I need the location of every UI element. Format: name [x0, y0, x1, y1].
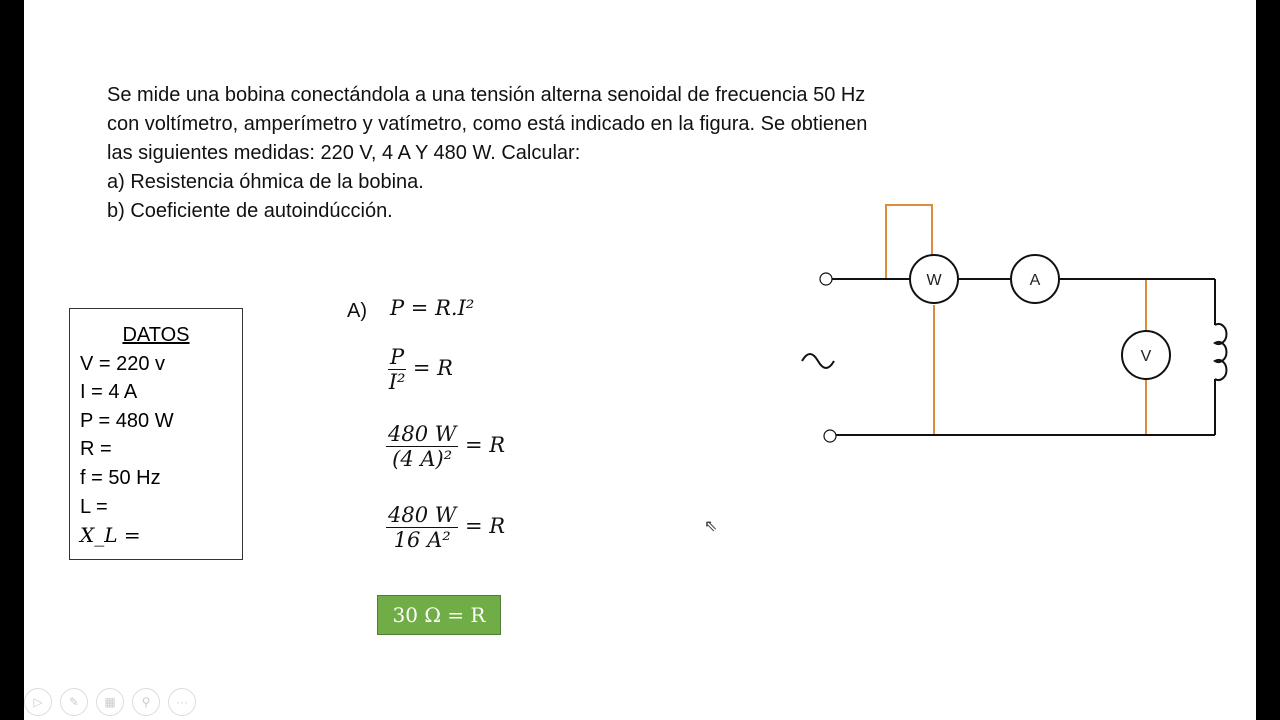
slide [24, 0, 1256, 720]
part-label: A) [347, 300, 367, 322]
ammeter-label: A [1029, 272, 1041, 289]
inductor-coil [1215, 324, 1226, 380]
more-icon[interactable]: ··· [168, 688, 196, 716]
problem-question-a: a) Resistencia óhmica de la bobina. [107, 171, 424, 193]
play-icon[interactable]: ▷ [24, 688, 52, 716]
mouse-cursor-icon: ⇖ [704, 518, 718, 535]
rhs: = R [465, 514, 506, 538]
slideshow-toolbar [24, 688, 196, 716]
problem-line: con voltímetro, amperímetro y vatímetro, como está indicado en la figura. Se obtienen [107, 113, 868, 135]
ac-source-icon [802, 354, 834, 368]
data-item: L = [80, 495, 108, 518]
circuit-diagram [790, 195, 1240, 450]
result-box: 30 Ω = R [377, 595, 501, 635]
rhs: = R [465, 433, 506, 457]
data-item: P = 480 W [80, 409, 174, 432]
denominator: 16 A² [393, 528, 451, 552]
pen-icon[interactable]: ✎ [60, 688, 88, 716]
problem-question-b: b) Coeficiente de autoindúcción. [107, 200, 393, 222]
zoom-icon[interactable]: ⚲ [132, 688, 160, 716]
voltmeter-label: V [1140, 348, 1152, 365]
problem-line: las siguientes medidas: 220 V, 4 A Y 480 W. Calcular: [107, 142, 581, 164]
equation-3 [386, 422, 505, 471]
numerator: 480 W [388, 503, 457, 527]
data-item: I = 4 A [80, 381, 138, 404]
wattmeter-label: W [926, 272, 942, 289]
data-box [69, 308, 243, 560]
terminal-top [820, 273, 832, 285]
denominator: (4 A)² [392, 447, 453, 471]
slides-icon[interactable]: ▦ [96, 688, 124, 716]
equation-2 [388, 345, 453, 394]
rhs: = R [412, 356, 453, 380]
terminal-bottom [824, 430, 836, 442]
data-box-title: DATOS [122, 324, 190, 346]
equation-4 [386, 503, 505, 552]
denominator: I² [388, 370, 406, 394]
data-item: R = [80, 438, 112, 461]
problem-line: Se mide una bobina conectándola a una tensión alterna senoidal de frecuencia 50 Hz [107, 84, 866, 106]
data-item: f = 50 Hz [80, 466, 161, 489]
data-item: V = 220 v [80, 352, 166, 375]
numerator: 480 W [388, 422, 457, 446]
data-item: X_L = [80, 523, 141, 548]
equation-power: P = R.I² [390, 296, 475, 320]
numerator: P [390, 345, 405, 369]
